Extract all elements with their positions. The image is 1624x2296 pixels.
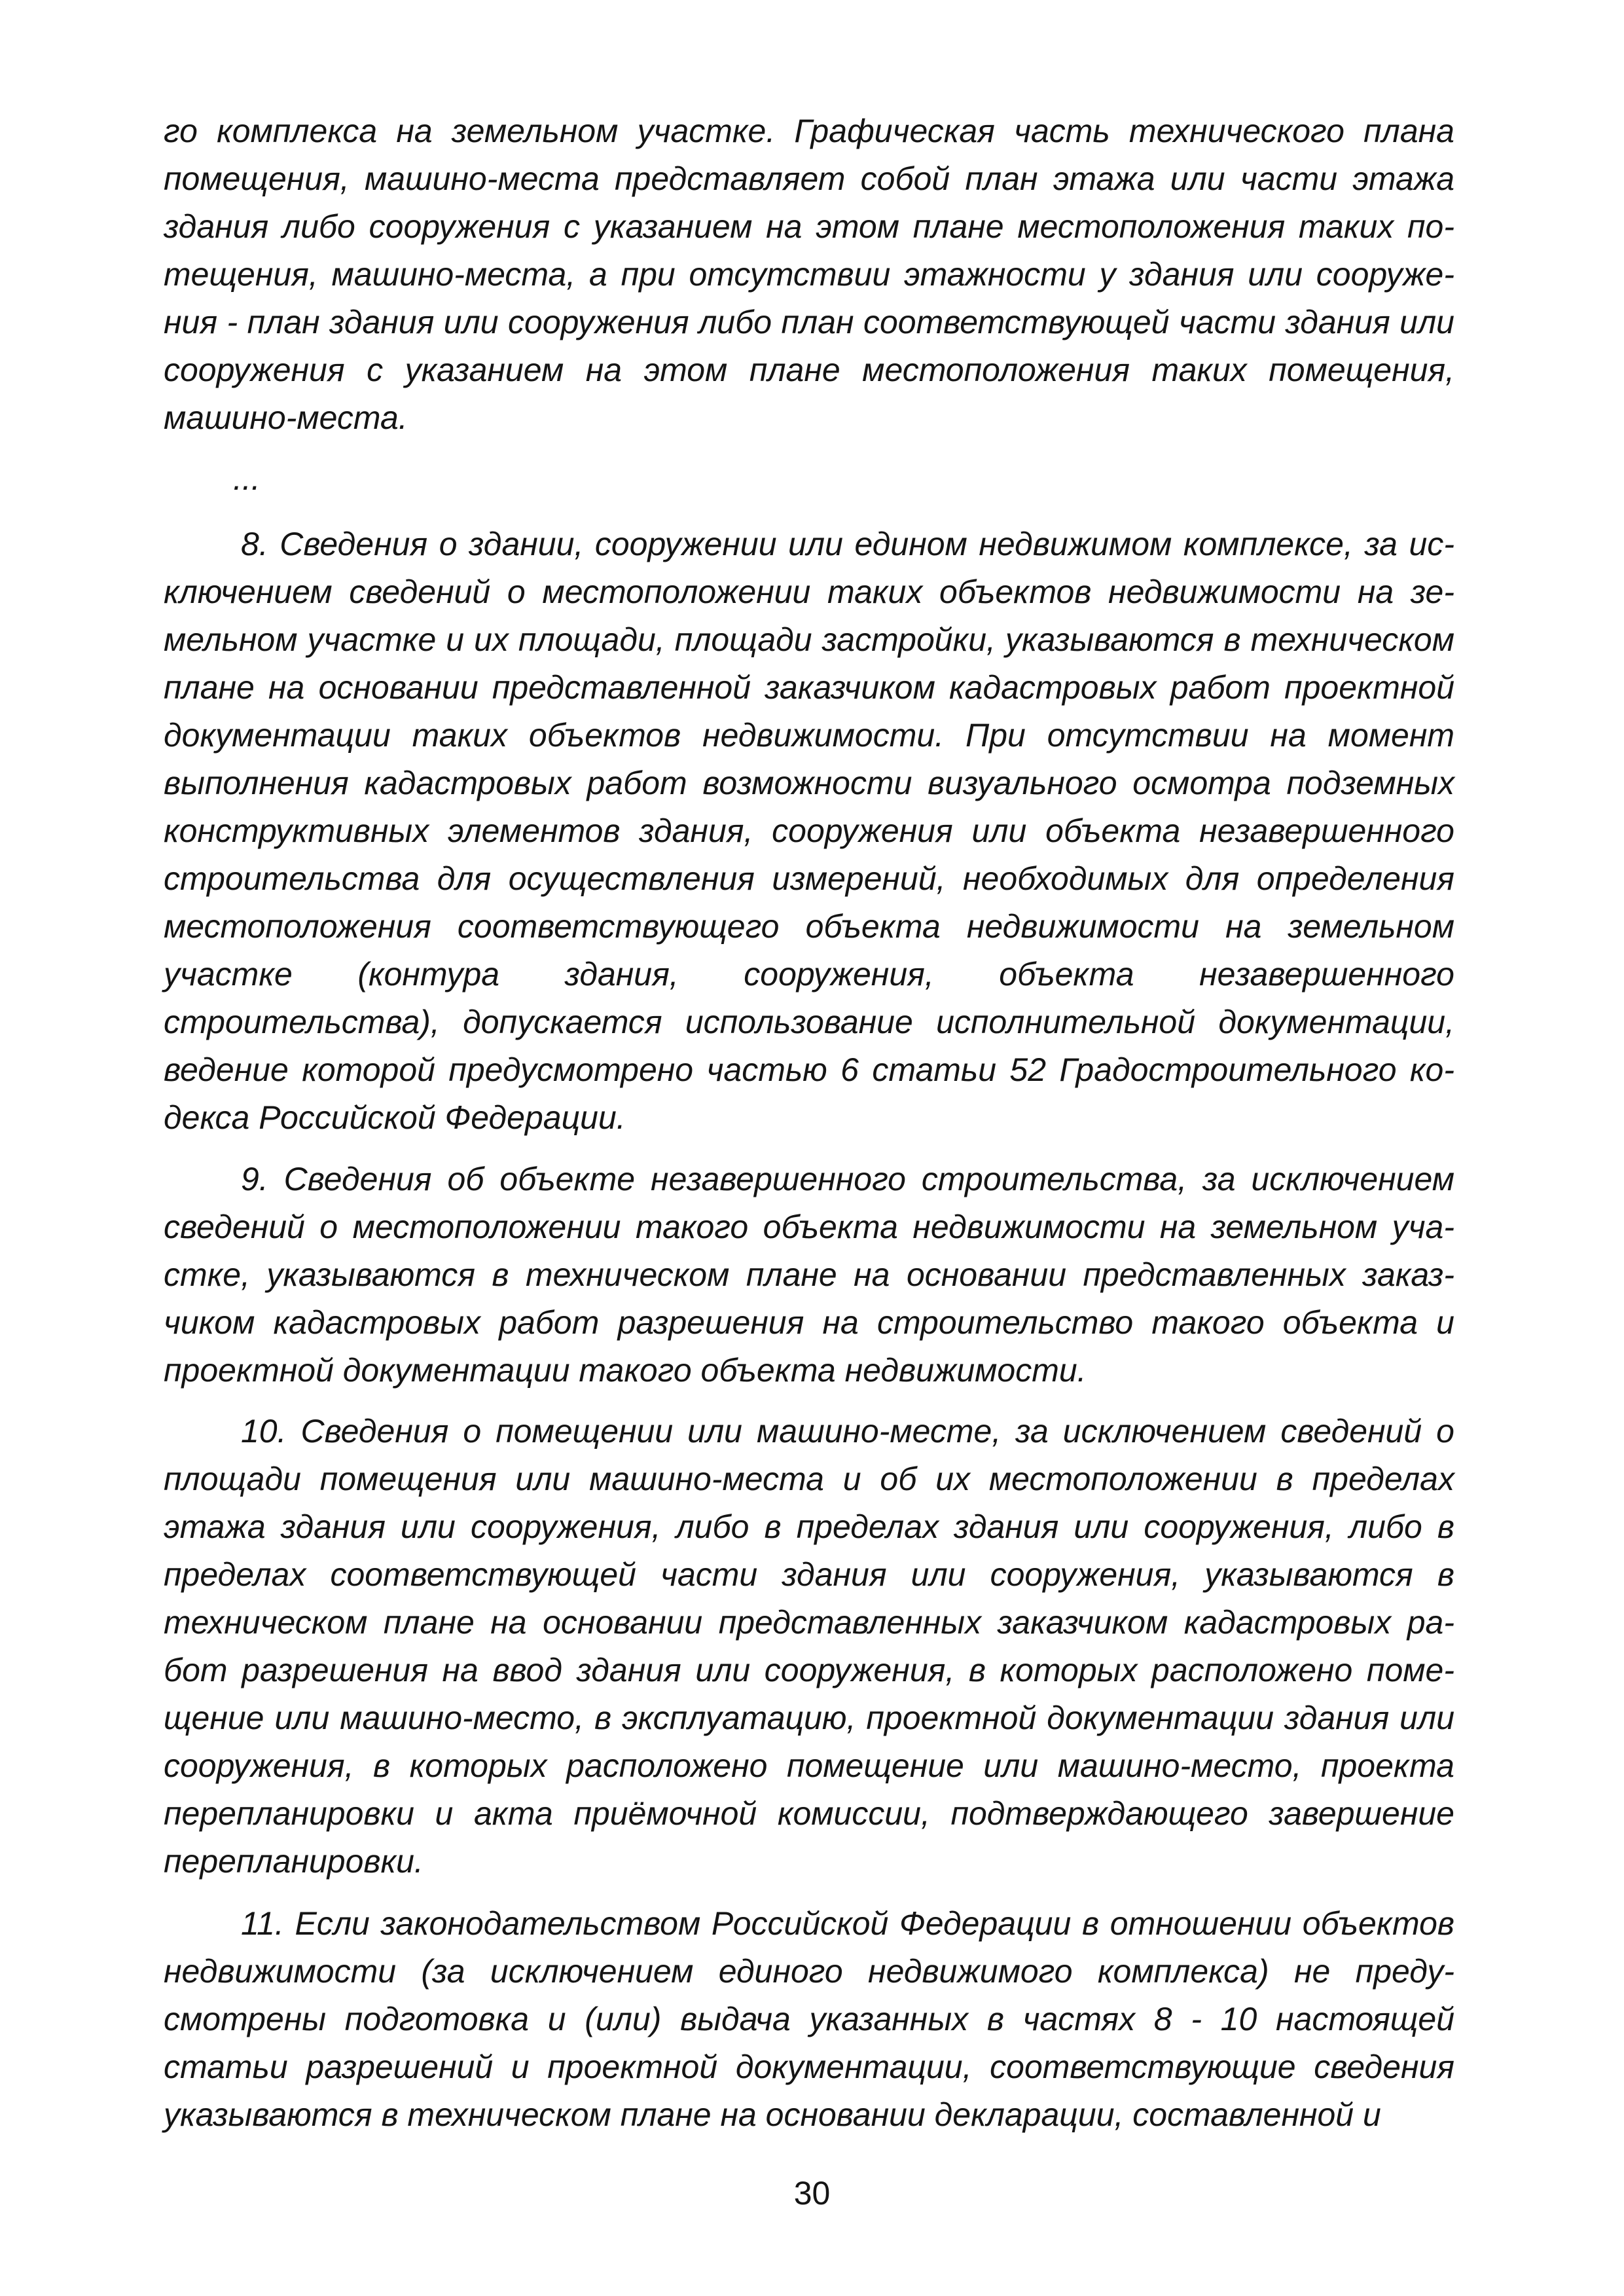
paragraph-text: го комплекса на земельном участке. Графическая часть технического плана помещения, машино-места представляет собой план этажа или части этажа здания либо сооружения с указанием на этом плане местоположения таких поmещения, машино-места, а при отсутствии этажности у здания или сооружения - план здания или сооружения либо план соответствующей части здания или сооружения с указанием на этом плане местоположения таких помещения, машино-места. (164, 113, 1454, 436)
ellipsis-marker: ... (233, 460, 261, 497)
paragraph-text: 10. Сведения о помещении или машино-месте, за исключением сведений о площади помещения или машино-места и об их местоположении в пределах этажа здания или сооружения, либо в пределах здания или сооружения, либо в пределах соответствующей части здания или сооружения, указываются в техническом плане на основании представленных заказчиком кадастровых работ разрешения на ввод здания или сооружения, в которых расположено помещение или машино-место, в эксплуатацию, проектной документации здания или сооружения, в которых расположено помещение или машино-место, проекта перепланировки и акта приёмочной комиссии, подтверждающего завершение перепланировки. (164, 1413, 1454, 1880)
paragraph-11 (164, 1900, 1454, 2139)
paragraph-8 (164, 520, 1454, 1142)
paragraph-text: 11. Если законодательством Российской Федерации в отношении объектов недвижимости (за исключением единого недвижимого комплекса) не предусмотрены подготовка и (или) выдача указанных в частях 8 - 10 настоящей статьи разрешений и проектной документации, соответствующие сведения указываются в техническом плане на основании декларации, составленной и (164, 1905, 1454, 2133)
paragraph-text: 8. Сведения о здании, сооружении или едином недвижимом комплексе, за исключением сведений о местоположении таких объектов недвижимости на земельном участке и их площади, площади застройки, указываются в техническом плане на основании представленной заказчиком кадастровых работ проектной документации таких объектов недвижимости. При отсутствии на момент выполнения кадастровых работ возможности визуального осмотра подземных конструктивных элементов здания, сооружения или объекта незавершенного строительства для осуществления измерений, необходимых для определения местоположения соответствующего объекта недвижимости на земельном участке (контура здания, сооружения, объекта незавершенного строительства), допускается использование исполнительной документации, ведение которой предусмотрено частью 6 статьи 52 Градостроительного кодекса Российской Федерации. (164, 526, 1454, 1136)
paragraph-10 (164, 1408, 1454, 1886)
paragraph-continuation (164, 107, 1454, 442)
paragraph-text: 9. Сведения об объекте незавершенного строительства, за исключением сведений о местоположении такого объекта недвижимости на земельном участке, указываются в техническом плане на основании представленных заказчиком кадастровых работ разрешения на строительство такого объекта и проектной документации такого объекта недвижимости. (164, 1161, 1454, 1389)
paragraph-9 (164, 1156, 1454, 1394)
page-number: 30 (793, 2175, 831, 2212)
